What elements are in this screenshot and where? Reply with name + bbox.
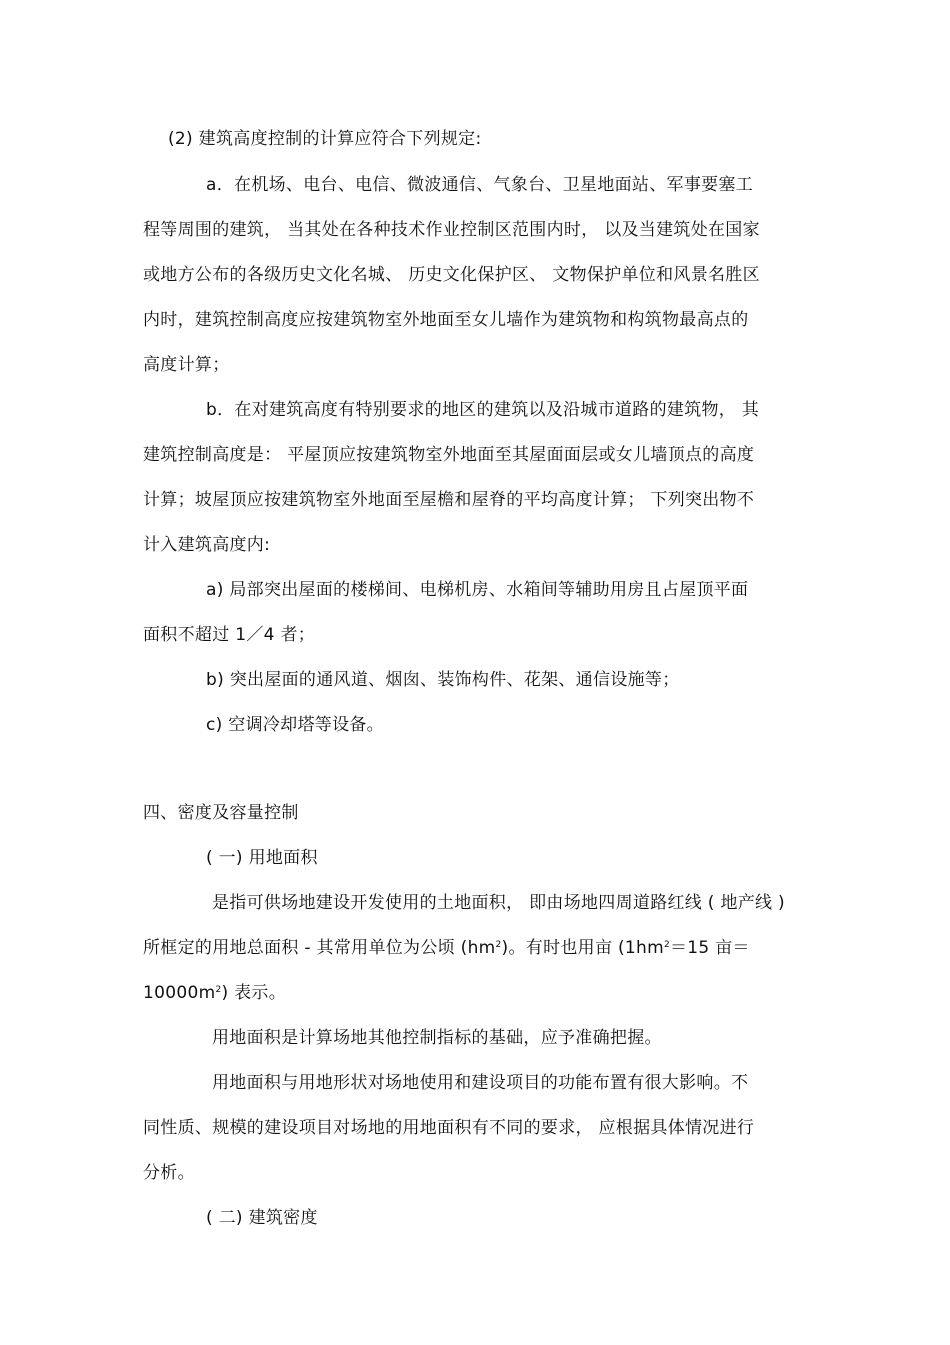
area-text-part-3: ＝15 亩＝	[670, 938, 750, 958]
rule-b-line-3: 计算；坡屋顶应按建筑物室外地面至屋檐和屋脊的平均高度计算； 下列突出物不	[143, 490, 755, 510]
exclusion-a-line-2: 面积不超过 1／4 者；	[143, 625, 316, 645]
land-area-shape-line-2: 同性质、规模的建设项目对场地的用地面积有不同的要求， 应根据具体情况进行	[143, 1118, 755, 1138]
subsection-building-density-heading: ( 二) 建筑密度	[206, 1208, 318, 1228]
rule-a-line-4: 内时，建筑控制高度应按建筑物室外地面至女儿墙作为建筑物和构筑物最高点的	[143, 310, 749, 330]
rule-a-line-1: a．在机场、电台、电信、微波通信、气象台、卫星地面站、军事要塞工	[206, 175, 754, 195]
rule-b-line-2: 建筑控制高度是： 平屋顶应按建筑物室外地面至其屋面面层或女儿墙顶点的高度	[143, 445, 755, 465]
land-area-definition-line-1: 是指可供场地建设开发使用的土地面积， 即由场地四周道路红线 ( 地产线 )	[212, 893, 785, 913]
exclusion-a-line-1: a) 局部突出屋面的楼梯间、电梯机房、水箱间等辅助用房且占屋顶平面	[206, 580, 749, 600]
rule-a-line-2: 程等周围的建筑， 当其处在各种技术作业控制区范围内时， 以及当建筑处在国家	[143, 220, 760, 240]
land-area-importance: 用地面积是计算场地其他控制指标的基础，应予准确把握。	[212, 1028, 662, 1048]
subsection-land-area-heading: ( 一) 用地面积	[206, 848, 318, 868]
area-text-part-1: 所框定的用地总面积 - 其常用单位为公顷 (hm	[143, 938, 496, 958]
rule-a-line-5: 高度计算；	[143, 355, 230, 375]
land-area-shape-line-3: 分析。	[143, 1163, 195, 1183]
area-text-part-2: )。有时也用亩 (1hm	[501, 938, 664, 958]
paragraph-height-rules-heading: (2) 建筑高度控制的计算应符合下列规定:	[168, 129, 482, 149]
land-area-definition-line-2	[143, 937, 750, 959]
rule-b-line-4: 计入建筑高度内:	[143, 535, 271, 555]
area-superscript-2: 2	[663, 940, 670, 950]
land-area-shape-line-1: 用地面积与用地形状对场地使用和建设项目的功能布置有很大影响。不	[212, 1073, 749, 1093]
unit-superscript: 2	[215, 985, 222, 995]
area-superscript-1: 2	[495, 940, 502, 950]
land-area-definition-line-3	[143, 982, 286, 1004]
exclusion-b: b) 突出屋面的通风道、烟囱、装饰构件、花架、通信设施等；	[206, 670, 680, 690]
unit-text-part-1: 10000m	[143, 983, 216, 1003]
rule-b-line-1: b．在对建筑高度有特别要求的地区的建筑以及沿城市道路的建筑物， 其	[206, 400, 760, 420]
unit-text-part-2: ) 表示。	[221, 983, 287, 1003]
section-four-heading: 四、密度及容量控制	[143, 803, 299, 823]
exclusion-c: c) 空调冷却塔等设备。	[206, 715, 384, 735]
rule-a-line-3: 或地方公布的各级历史文化名城、 历史文化保护区、 文物保护单位和风景名胜区	[143, 265, 760, 285]
